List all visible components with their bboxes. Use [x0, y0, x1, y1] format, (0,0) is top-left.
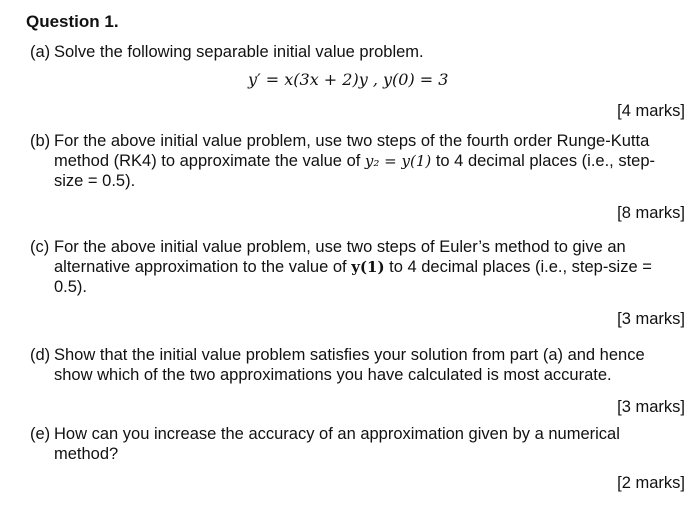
part-b-text-after: to 4 decimal places (i.e., step-size = 0.5).	[54, 152, 656, 190]
part-d	[30, 345, 685, 385]
part-e	[30, 424, 685, 464]
part-c	[30, 237, 685, 297]
part-e-label: (e)	[30, 425, 51, 443]
part-a-marks: [4 marks]	[617, 102, 685, 120]
question-title: Question 1.	[26, 12, 119, 31]
part-e-text: How can you increase the accuracy of an approximation given by a numerical method?	[54, 425, 620, 463]
part-b-marks: [8 marks]	[617, 204, 685, 222]
part-d-marks: [3 marks]	[617, 398, 685, 416]
part-b-math: y₂ = y(1)	[364, 152, 432, 170]
part-c-text	[54, 237, 684, 297]
part-b-text	[54, 131, 684, 191]
part-c-marks: [3 marks]	[617, 310, 685, 328]
part-c-label: (c)	[30, 238, 50, 256]
part-d-label: (d)	[30, 346, 51, 364]
part-a-text: Solve the following separable initial value problem.	[54, 43, 424, 61]
part-a-equation: y′ = x(3x + 2)y , y(0) = 3	[248, 70, 449, 89]
part-c-text-after: to 4 decimal places (i.e., step-size = 0.5).	[54, 258, 652, 296]
part-a-label: (a)	[30, 43, 51, 61]
part-b	[30, 131, 685, 191]
part-e-marks: [2 marks]	[617, 474, 685, 492]
part-c-text-before: For the above initial value problem, use two steps of Euler’s method to give an alternative approximation to the value of	[54, 238, 626, 276]
part-b-text-before: For the above initial value problem, use two steps of the fourth order Runge-Kutta method (RK4) to approximate the value of	[54, 132, 650, 170]
part-a	[30, 42, 685, 62]
part-c-math: y(1)	[351, 258, 385, 276]
part-d-text: Show that the initial value problem satisfies your solution from part (a) and hence show which of the two approximations you have calculated is most accurate.	[54, 346, 645, 384]
part-b-label: (b)	[30, 132, 51, 150]
